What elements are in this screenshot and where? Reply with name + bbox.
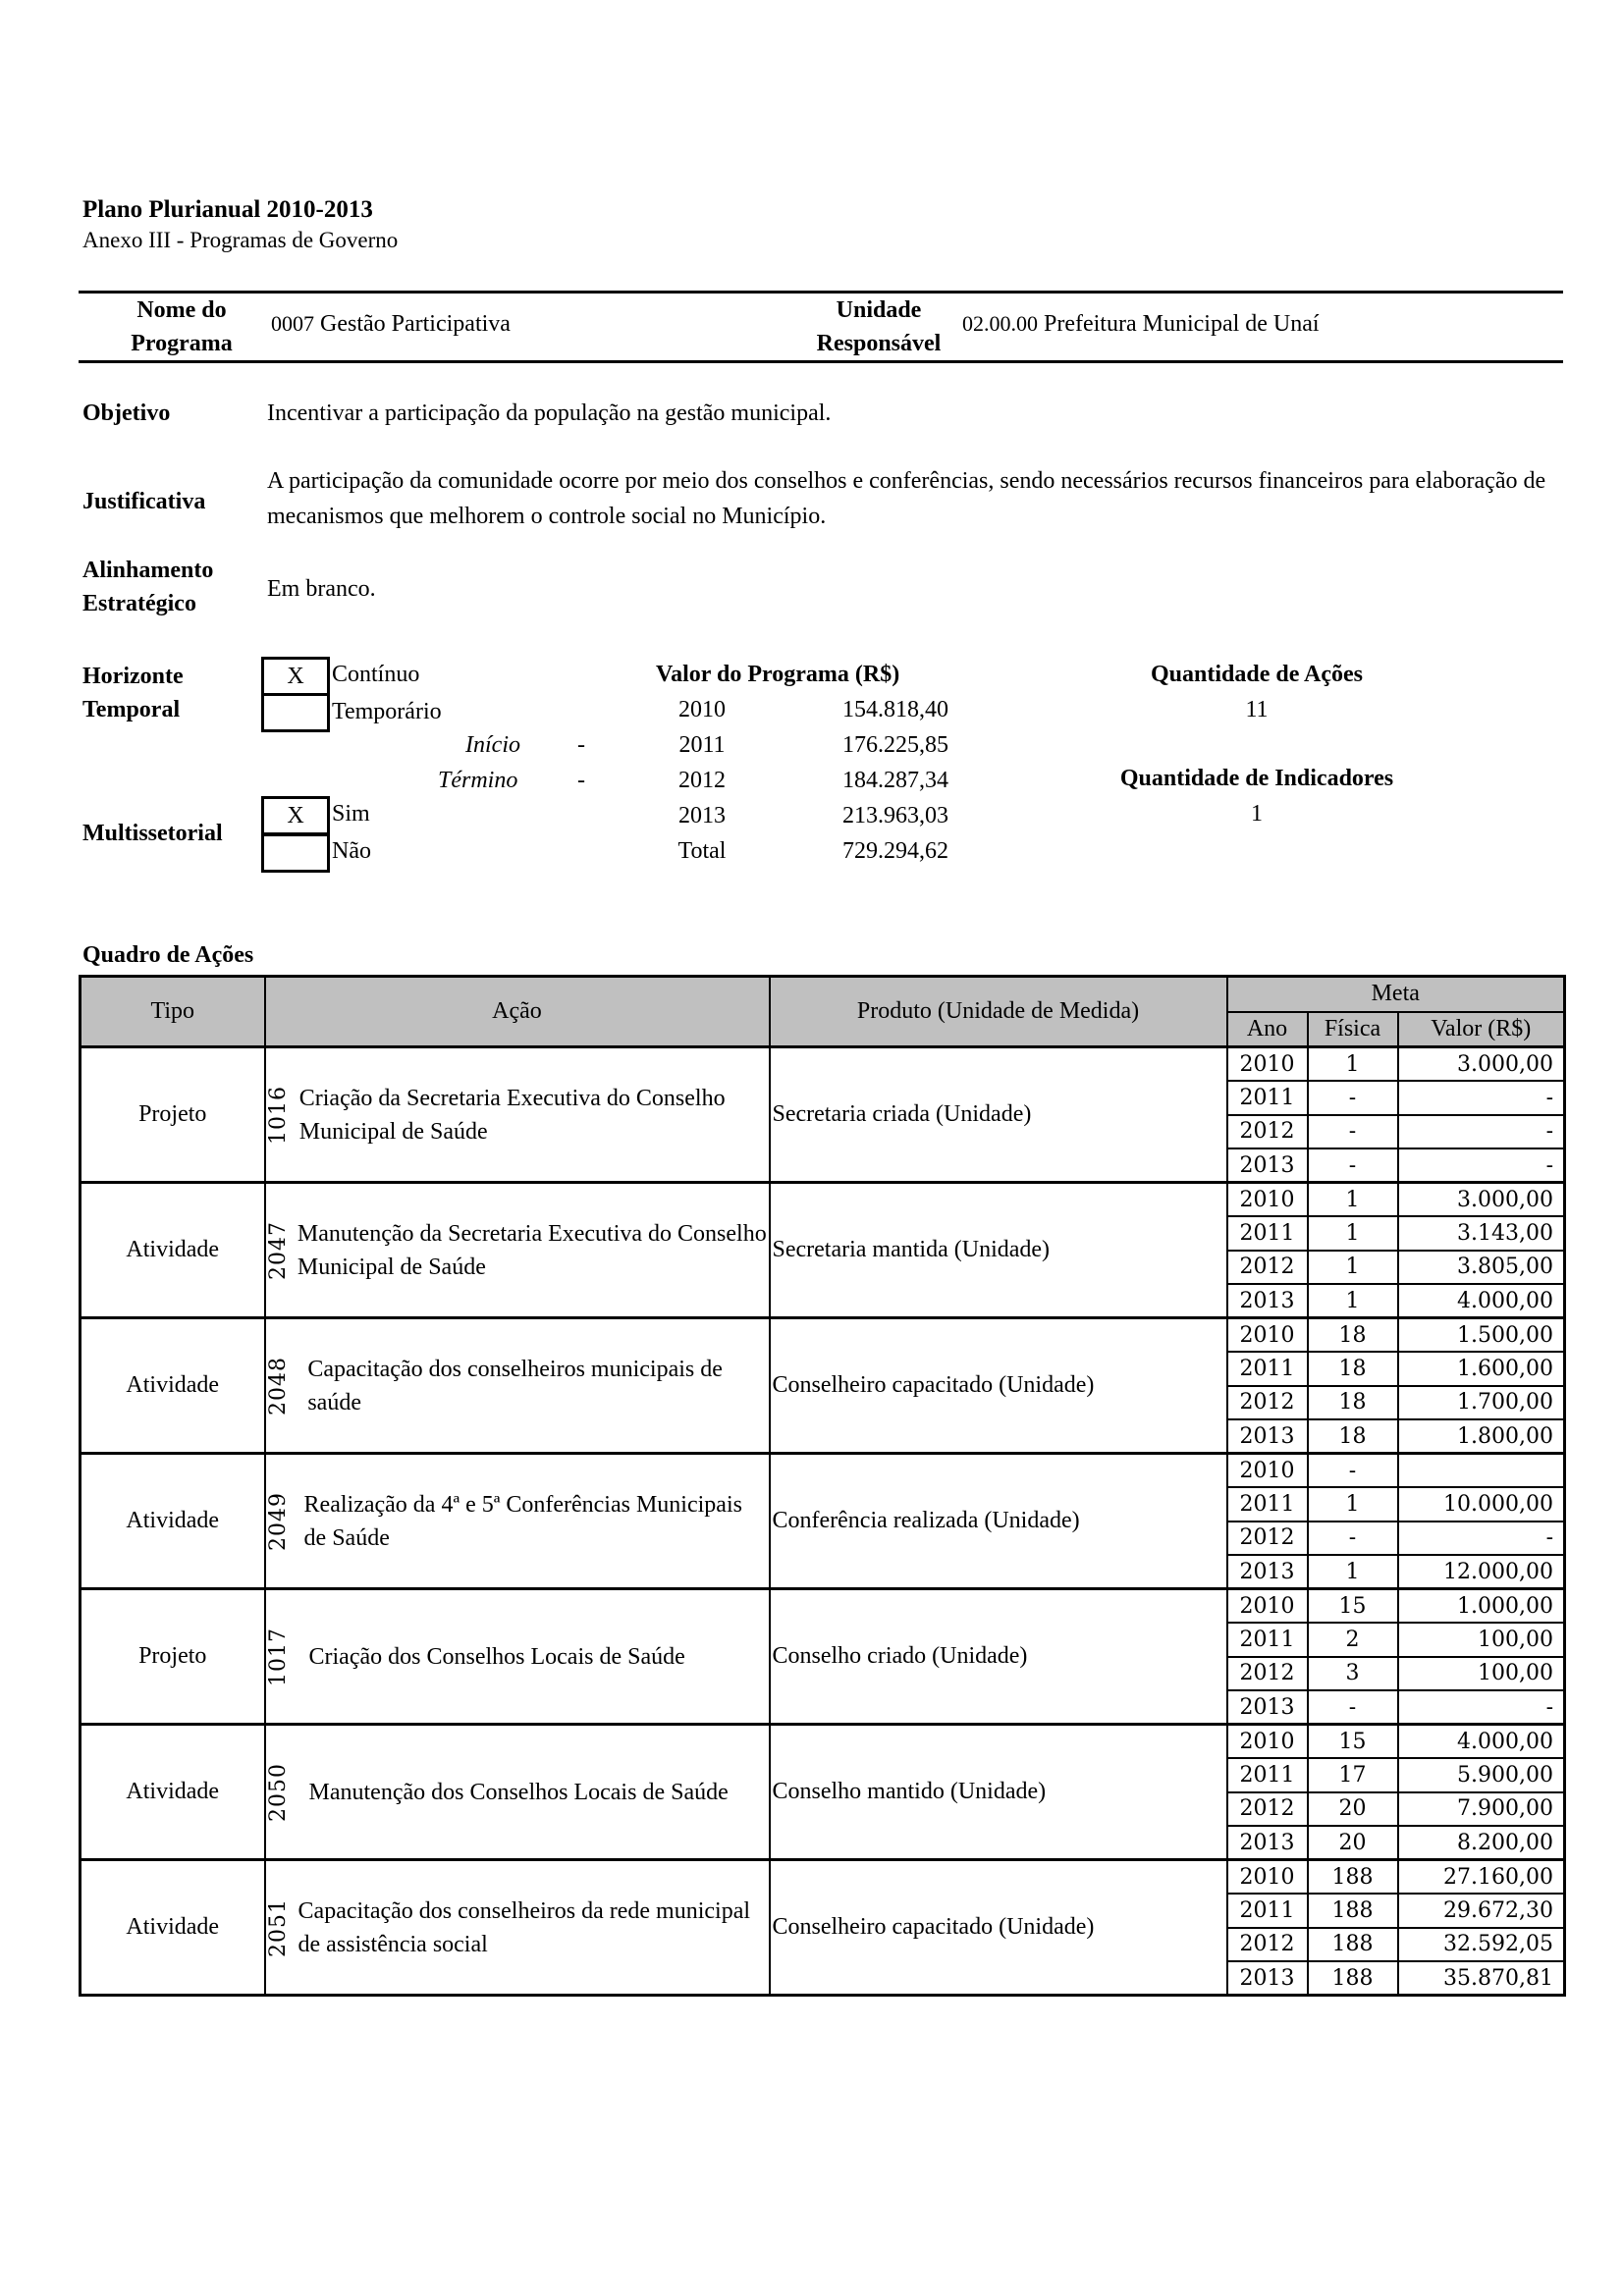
action-name: Capacitação dos conselheiros da rede municipal de assistência social <box>298 1897 751 1957</box>
justificativa-label: Justificativa <box>82 489 206 514</box>
meta-fisica: 20 <box>1308 1826 1398 1860</box>
meta-fisica: 3 <box>1308 1657 1398 1691</box>
meta-ano: 2011 <box>1227 1623 1308 1657</box>
meta-valor: 100,00 <box>1398 1657 1565 1691</box>
unit-label-line1: Unidade <box>836 297 922 323</box>
temporario-checkbox[interactable] <box>261 693 330 732</box>
action-cell <box>265 1860 770 1996</box>
meta-ano: 2012 <box>1227 1386 1308 1420</box>
action-name: Manutenção da Secretaria Executiva do Conselho Municipal de Saúde <box>297 1220 767 1280</box>
meta-ano: 2012 <box>1227 1115 1308 1149</box>
meta-ano: 2012 <box>1227 1792 1308 1827</box>
action-wrap <box>266 1217 769 1284</box>
action-tipo: Projeto <box>81 1047 265 1183</box>
action-cell <box>265 1183 770 1318</box>
action-cell <box>265 1589 770 1725</box>
program-header <box>79 291 1563 363</box>
inicio-value: - <box>577 732 585 758</box>
valor-programa-title: Valor do Programa (R$) <box>656 662 900 687</box>
meta-valor: 5.900,00 <box>1398 1758 1565 1792</box>
meta-valor: 4.000,00 <box>1398 1725 1565 1759</box>
unit-id <box>962 311 1320 338</box>
table-row <box>81 1589 1565 1624</box>
meta-ano: 2011 <box>1227 1894 1308 1928</box>
valor-total-row <box>658 838 948 874</box>
valor-amount: 176.225,85 <box>842 732 948 758</box>
table-row <box>81 1183 1565 1217</box>
meta-ano: 2013 <box>1227 1148 1308 1183</box>
valor-year: 2013 <box>678 803 726 828</box>
meta-ano: 2012 <box>1227 1657 1308 1691</box>
unit-name: Prefeitura Municipal de Unaí <box>1044 311 1320 337</box>
meta-ano: 2013 <box>1227 1419 1308 1454</box>
meta-fisica: 1 <box>1308 1555 1398 1589</box>
meta-fisica: 18 <box>1308 1386 1398 1420</box>
meta-ano: 2010 <box>1227 1589 1308 1624</box>
alinhamento-text: Em branco. <box>267 576 376 602</box>
meta-ano: 2010 <box>1227 1183 1308 1217</box>
nao-checkbox[interactable] <box>261 833 330 873</box>
action-tipo: Atividade <box>81 1318 265 1454</box>
meta-valor: - <box>1398 1115 1565 1149</box>
action-tipo: Projeto <box>81 1589 265 1725</box>
meta-ano: 2010 <box>1227 1725 1308 1759</box>
meta-fisica: 1 <box>1308 1487 1398 1522</box>
action-name: Manutenção dos Conselhos Locais de Saúde <box>308 1779 729 1805</box>
meta-ano: 2013 <box>1227 1690 1308 1725</box>
meta-fisica: 15 <box>1308 1725 1398 1759</box>
meta-valor: 1.500,00 <box>1398 1318 1565 1353</box>
meta-fisica: 15 <box>1308 1589 1398 1624</box>
action-tipo: Atividade <box>81 1454 265 1589</box>
meta-valor: 4.000,00 <box>1398 1284 1565 1318</box>
meta-fisica: 18 <box>1308 1352 1398 1386</box>
meta-fisica: - <box>1308 1148 1398 1183</box>
objetivo-label: Objetivo <box>82 400 171 426</box>
program-name-label <box>108 294 255 360</box>
meta-valor <box>1398 1454 1565 1488</box>
program-name: Gestão Participativa <box>320 311 511 337</box>
inicio-label: Início <box>465 732 520 758</box>
meta-ano: 2011 <box>1227 1487 1308 1522</box>
meta-valor: - <box>1398 1148 1565 1183</box>
valor-total-label: Total <box>677 838 727 864</box>
valor-row <box>658 803 948 838</box>
meta-valor: 3.805,00 <box>1398 1251 1565 1285</box>
temporario-label: Temporário <box>332 699 442 724</box>
meta-valor: 100,00 <box>1398 1623 1565 1657</box>
objetivo-text: Incentivar a participação da população na gestão municipal. <box>267 400 832 426</box>
action-code: 2050 <box>265 1762 291 1822</box>
valor-programa-list <box>658 697 948 874</box>
action-name: Criação dos Conselhos Locais de Saúde <box>308 1643 685 1670</box>
meta-valor: 3.000,00 <box>1398 1183 1565 1217</box>
meta-fisica: 188 <box>1308 1860 1398 1895</box>
action-cell <box>265 1318 770 1454</box>
meta-ano: 2013 <box>1227 1961 1308 1996</box>
meta-ano: 2013 <box>1227 1826 1308 1860</box>
table-row <box>81 1725 1565 1759</box>
horizonte-label <box>82 660 184 726</box>
table-row <box>81 1318 1565 1353</box>
table-row <box>81 1454 1565 1488</box>
continuo-label: Contínuo <box>332 662 420 687</box>
action-tipo: Atividade <box>81 1725 265 1860</box>
action-cell <box>265 1047 770 1183</box>
action-produto: Secretaria criada (Unidade) <box>770 1047 1227 1183</box>
action-wrap <box>266 1082 769 1148</box>
action-cell <box>265 1725 770 1860</box>
meta-fisica: 1 <box>1308 1216 1398 1251</box>
meta-ano: 2013 <box>1227 1284 1308 1318</box>
meta-fisica: 188 <box>1308 1894 1398 1928</box>
valor-row <box>658 768 948 803</box>
meta-ano: 2011 <box>1227 1352 1308 1386</box>
valor-amount: 213.963,03 <box>842 803 948 828</box>
meta-fisica: 1 <box>1308 1047 1398 1082</box>
meta-valor: - <box>1398 1690 1565 1725</box>
valor-amount: 184.287,34 <box>842 768 948 793</box>
action-tipo: Atividade <box>81 1860 265 1996</box>
action-produto: Conferência realizada (Unidade) <box>770 1454 1227 1589</box>
meta-valor: 10.000,00 <box>1398 1487 1565 1522</box>
alinhamento-label-line1: Alinhamento <box>82 558 214 583</box>
unit-label-line2: Responsável <box>816 331 942 356</box>
action-name: Realização da 4ª e 5ª Conferências Municipais de Saúde <box>303 1491 742 1551</box>
meta-ano: 2010 <box>1227 1454 1308 1488</box>
meta-fisica: - <box>1308 1115 1398 1149</box>
nao-label: Não <box>332 838 371 864</box>
program-code: 0007 <box>271 311 314 336</box>
meta-valor: 27.160,00 <box>1398 1860 1565 1895</box>
meta-valor: 8.200,00 <box>1398 1826 1565 1860</box>
alinhamento-label-line2: Estratégico <box>82 591 196 616</box>
qtd-indicadores-value: 1 <box>1251 801 1263 827</box>
action-code: 1016 <box>265 1085 291 1145</box>
meta-ano: 2013 <box>1227 1555 1308 1589</box>
action-tipo: Atividade <box>81 1183 265 1318</box>
termino-label: Término <box>438 768 518 793</box>
qtd-acoes-value: 11 <box>1245 697 1269 722</box>
action-name: Capacitação dos conselheiros municipais de saúde <box>307 1356 723 1415</box>
meta-valor: 7.900,00 <box>1398 1792 1565 1827</box>
valor-row <box>658 697 948 732</box>
meta-valor: - <box>1398 1081 1565 1115</box>
action-produto: Conselheiro capacitado (Unidade) <box>770 1860 1227 1996</box>
unit-label <box>785 294 972 360</box>
meta-ano: 2010 <box>1227 1318 1308 1353</box>
meta-fisica: 1 <box>1308 1284 1398 1318</box>
meta-fisica: 17 <box>1308 1758 1398 1792</box>
horizonte-label-line1: Horizonte <box>82 664 184 689</box>
meta-ano: 2010 <box>1227 1860 1308 1895</box>
termino-value: - <box>577 768 585 793</box>
action-wrap <box>266 1763 769 1822</box>
action-produto: Secretaria mantida (Unidade) <box>770 1183 1227 1318</box>
program-id <box>271 311 511 338</box>
acoes-table <box>79 975 1566 1997</box>
meta-ano: 2012 <box>1227 1928 1308 1962</box>
unit-code: 02.00.00 <box>962 311 1038 336</box>
meta-fisica: 2 <box>1308 1623 1398 1657</box>
action-produto: Conselheiro capacitado (Unidade) <box>770 1318 1227 1454</box>
meta-ano: 2011 <box>1227 1216 1308 1251</box>
action-wrap <box>266 1353 769 1419</box>
continuo-checkbox[interactable]: X <box>261 657 330 696</box>
meta-fisica: - <box>1308 1690 1398 1725</box>
meta-valor: 1.700,00 <box>1398 1386 1565 1420</box>
valor-amount: 154.818,40 <box>842 697 948 722</box>
meta-valor: - <box>1398 1522 1565 1556</box>
alinhamento-label <box>82 554 213 620</box>
action-code: 2051 <box>265 1897 291 1957</box>
action-wrap <box>266 1628 769 1686</box>
meta-fisica: - <box>1308 1081 1398 1115</box>
meta-fisica: 188 <box>1308 1928 1398 1962</box>
col-tipo: Tipo <box>81 977 265 1047</box>
meta-fisica: - <box>1308 1454 1398 1488</box>
document-subtitle: Anexo III - Programas de Governo <box>82 228 399 252</box>
quadro-title: Quadro de Ações <box>82 942 254 968</box>
meta-valor: 12.000,00 <box>1398 1555 1565 1589</box>
action-code: 2048 <box>265 1356 291 1415</box>
meta-ano: 2011 <box>1227 1758 1308 1792</box>
col-produto: Produto (Unidade de Medida) <box>770 977 1227 1047</box>
meta-fisica: 1 <box>1308 1183 1398 1217</box>
meta-valor: 32.592,05 <box>1398 1928 1565 1962</box>
action-wrap <box>266 1895 769 1961</box>
col-ano: Ano <box>1227 1012 1308 1047</box>
meta-valor: 3.143,00 <box>1398 1216 1565 1251</box>
meta-ano: 2011 <box>1227 1081 1308 1115</box>
program-name-label-line2: Programa <box>131 331 233 356</box>
meta-valor: 29.672,30 <box>1398 1894 1565 1928</box>
action-produto: Conselho criado (Unidade) <box>770 1589 1227 1725</box>
col-valor: Valor (R$) <box>1398 1012 1565 1047</box>
sim-label: Sim <box>332 801 370 827</box>
valor-year: 2010 <box>678 697 726 722</box>
valor-total-amount: 729.294,62 <box>842 838 948 864</box>
meta-fisica: - <box>1308 1522 1398 1556</box>
action-wrap <box>266 1488 769 1555</box>
table-row <box>81 1047 1565 1082</box>
horizonte-label-line2: Temporal <box>82 697 181 722</box>
action-produto: Conselho mantido (Unidade) <box>770 1725 1227 1860</box>
meta-valor: 35.870,81 <box>1398 1961 1565 1996</box>
meta-fisica: 1 <box>1308 1251 1398 1285</box>
valor-year: 2011 <box>678 732 726 758</box>
meta-fisica: 18 <box>1308 1419 1398 1454</box>
program-name-label-line1: Nome do <box>136 297 227 323</box>
meta-fisica: 18 <box>1308 1318 1398 1353</box>
col-acao: Ação <box>265 977 770 1047</box>
meta-valor: 1.600,00 <box>1398 1352 1565 1386</box>
action-code: 2047 <box>265 1220 291 1280</box>
sim-checkbox[interactable]: X <box>261 796 330 835</box>
valor-year: 2012 <box>678 768 726 793</box>
meta-valor: 1.000,00 <box>1398 1589 1565 1624</box>
qtd-indicadores-label: Quantidade de Indicadores <box>1119 766 1394 791</box>
col-fisica: Física <box>1308 1012 1398 1047</box>
meta-ano: 2010 <box>1227 1047 1308 1082</box>
qtd-acoes-label: Quantidade de Ações <box>1150 662 1364 687</box>
action-name: Criação da Secretaria Executiva do Conselho Municipal de Saúde <box>298 1085 726 1145</box>
justificativa-text: A participação da comunidade ocorre por meio dos conselhos e conferências, sendo necessários recursos financeiros para elaboração de mecanismos que melhorem o controle social no Município. <box>267 468 1546 529</box>
meta-fisica: 20 <box>1308 1792 1398 1827</box>
meta-ano: 2012 <box>1227 1522 1308 1556</box>
meta-valor: 1.800,00 <box>1398 1419 1565 1454</box>
action-cell <box>265 1454 770 1589</box>
table-row <box>81 1860 1565 1895</box>
action-code: 2049 <box>265 1491 291 1551</box>
meta-ano: 2012 <box>1227 1251 1308 1285</box>
meta-valor: 3.000,00 <box>1398 1047 1565 1082</box>
valor-row <box>658 732 948 768</box>
multissetorial-label: Multissetorial <box>82 821 223 846</box>
action-code: 1017 <box>265 1627 291 1686</box>
col-meta: Meta <box>1227 977 1565 1012</box>
meta-fisica: 188 <box>1308 1961 1398 1996</box>
document-title: Plano Plurianual 2010-2013 <box>82 196 373 223</box>
